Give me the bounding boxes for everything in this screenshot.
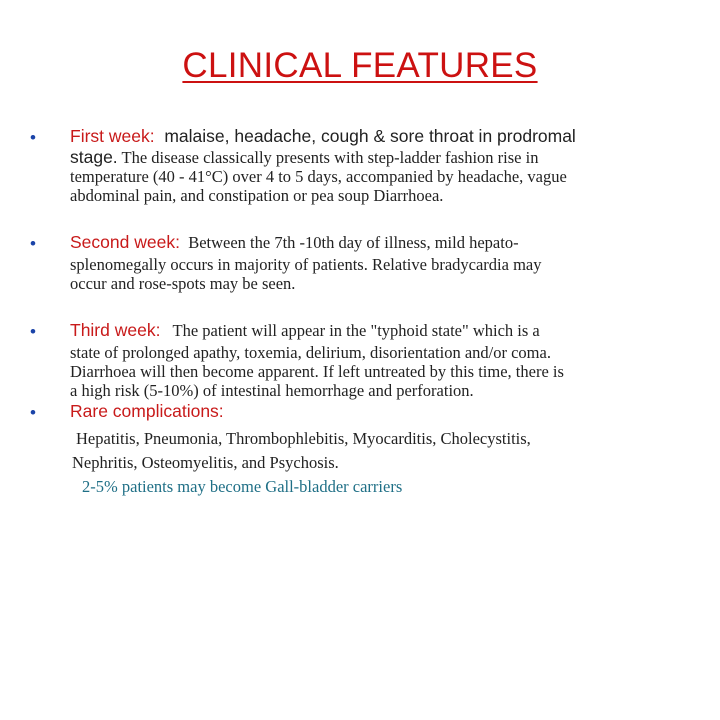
- first-week-text-1: The disease classically presents with step-ladder fashion rise in: [117, 148, 539, 167]
- first-week-line-4: abdominal pain, and constipation or pea soup Diarrhoea.: [70, 186, 444, 205]
- first-week-line-2: [70, 148, 538, 167]
- rare-complications-line-2: Nephritis, Osteomyelitis, and Psychosis.: [72, 453, 339, 472]
- first-week-intro-1: malaise, headache, cough & sore throat in prodromal: [154, 126, 576, 146]
- first-week-colon: :: [149, 126, 155, 146]
- bullet-second-week: •: [30, 234, 36, 253]
- carrier-note: 2-5% patients may become Gall-bladder carriers: [82, 477, 403, 496]
- first-week-line-1: [70, 127, 576, 146]
- second-week-line-1: [70, 233, 519, 252]
- second-week-line-2: splenomegally occurs in majority of patients. Relative bradycardia may: [70, 255, 542, 274]
- third-week-line-2: state of prolonged apathy, toxemia, delirium, disorientation and/or coma.: [70, 343, 551, 362]
- second-week-heading: Second week:: [70, 232, 180, 252]
- third-week-text-1: The patient will appear in the "typhoid state" which is a: [160, 321, 540, 340]
- third-week-line-1: [70, 321, 540, 340]
- third-week-line-3: Diarrhoea will then become apparent. If left untreated by this time, there is: [70, 362, 564, 381]
- third-week-line-4: a high risk (5-10%) of intestinal hemorrhage and perforation.: [70, 381, 474, 400]
- rare-complications-heading-line: [70, 402, 224, 421]
- bullet-third-week: •: [30, 322, 36, 341]
- first-week-intro-2: stage.: [70, 147, 118, 167]
- bullet-rare-complications: •: [30, 403, 36, 422]
- second-week-text-1: Between the 7th -10th day of illness, mild hepato-: [179, 233, 519, 252]
- rare-complications-line-1: Hepatitis, Pneumonia, Thrombophlebitis, Myocarditis, Cholecystitis,: [76, 429, 531, 448]
- rare-complications-heading: Rare complications:: [70, 401, 224, 421]
- second-week-line-3: occur and rose-spots may be seen.: [70, 274, 296, 293]
- slide-title: CLINICAL FEATURES: [182, 46, 538, 85]
- first-week-heading: First week: [70, 126, 150, 146]
- third-week-heading: Third week:: [70, 320, 161, 340]
- bullet-first-week: •: [30, 128, 36, 147]
- first-week-line-3: temperature (40 - 41°C) over 4 to 5 days, accompanied by headache, vague: [70, 167, 567, 186]
